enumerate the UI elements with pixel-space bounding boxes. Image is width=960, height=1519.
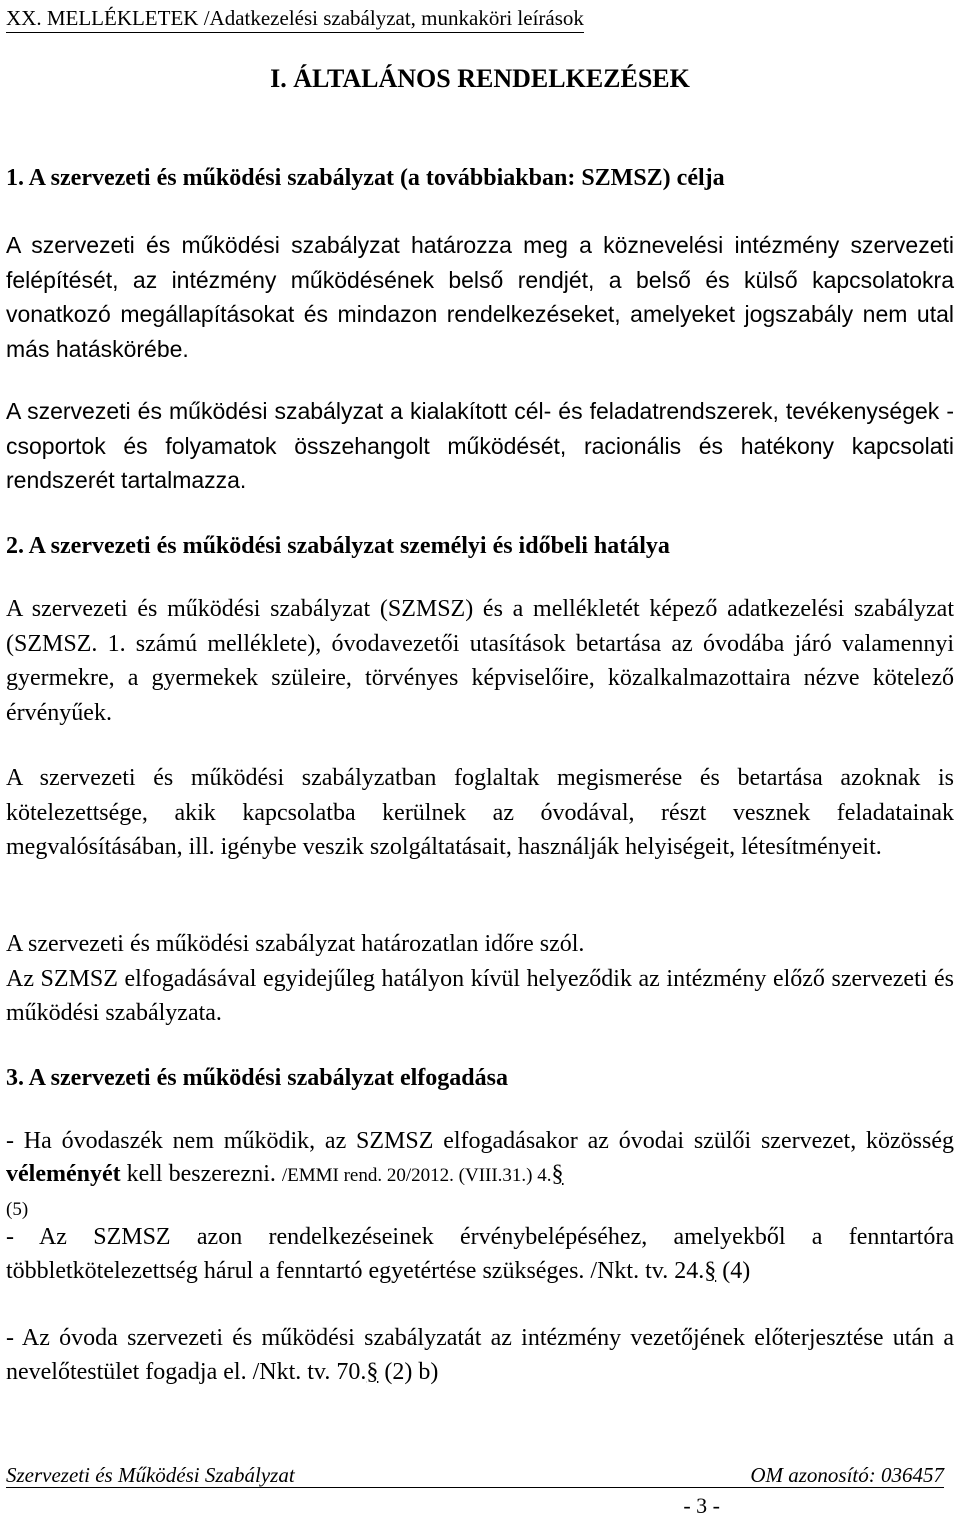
section-3-item-3 [6, 1321, 954, 1389]
section-1-paragraph-1: A szervezeti és működési szabályzat határozza meg a köznevelési intézmény szervezeti felépítését, az intézmény működésének belső rendjét, a belső és külső kapcsolatokra vonatkozó megállapításokat és mindazon rendelkezéseket, amelyeket jogszabály nem utal más hatáskörébe. [6, 232, 954, 362]
section-3-item-2 [6, 1220, 954, 1288]
section-2-paragraph-1: A szervezeti és működési szabályzat (SZMSZ) és a mellékletét képező adatkezelési szabályzat (SZMSZ. 1. számú melléklete), óvodavezetői utasítások betartása az óvodába járó valamennyi gyermekre, a gyermekek szüleire, törvényes képviselőire, közalkalmazottaira nézve kötelező érvényűek. [6, 596, 954, 726]
section-3-item-3-paragraph-sign: § [366, 1359, 379, 1385]
section-3-item-1-reference: /EMMI rend. 20/2012. (VIII.31.) 4. [281, 1165, 552, 1186]
footer-om-id: OM azonosító: 036457 [750, 1463, 944, 1487]
page-header: XX. MELLÉKLETEK /Adatkezelési szabályzat, munkaköri leírások [6, 6, 584, 33]
section-2-paragraph-3-line-1: A szervezeti és működési szabályzat határozatlan időre szól. [6, 931, 585, 957]
page-number: - 3 - [683, 1493, 720, 1518]
section-3-item-1-text: - Ha óvodaszék nem működik, az SZMSZ elfogadásakor az óvodai szülői szervezet, közösség [6, 1128, 954, 1154]
section-3-item-2-paragraph-sign: § [704, 1258, 717, 1284]
section-2-heading: 2. A szervezeti és működési szabályzat személyi és időbeli hatálya [6, 533, 670, 559]
section-3-item-2-reference: (4) [716, 1258, 751, 1284]
section-2-paragraph-3 [6, 927, 954, 1031]
section-3-item-1-text-b: kell beszerezni. [120, 1161, 282, 1187]
document-page [6, 0, 954, 1519]
section-3-item-1-reference-2: (5) [6, 1199, 29, 1220]
section-3-item-1-bold: véleményét [6, 1161, 121, 1187]
section-3-item-1 [6, 1125, 954, 1226]
footer-document-name: Szervezeti és Működési Szabályzat [6, 1463, 295, 1487]
section-3-item-3-text: - Az óvoda szervezeti és működési szabályzatát az intézmény vezetőjének előterjesztése után a nevelőtestület fogadja el. /Nkt. tv. 70. [6, 1325, 954, 1385]
section-1-heading: 1. A szervezeti és működési szabályzat (a továbbiakban: SZMSZ) célja [6, 165, 725, 191]
section-2-paragraph-2: A szervezeti és működési szabályzatban foglaltak megismerése és betartása azoknak is kötelezettsége, akik kapcsolatba kerülnek az óvodával, részt vesznek feladatainak megvalósításában, ill. igénybe veszik szolgáltatásait, használják helyiségeit, létesítményeit. [6, 765, 954, 860]
section-2-paragraph-3-line-2: Az SZMSZ elfogadásával egyidejűleg hatályon kívül helyeződik az intézmény előző szervezeti és működési szabályzata. [6, 965, 954, 1026]
section-3-item-3-reference: (2) b) [378, 1359, 439, 1385]
footer-divider [6, 1487, 944, 1488]
section-1-paragraph-2: A szervezeti és működési szabályzat a kialakított cél- és feladatrendszerek, tevékenységek - csoportok és folyamatok összehangolt működését, racionális és hatékony kapcsolati rendszerét tartalmazza. [6, 398, 954, 493]
section-3-item-1-paragraph-sign: § [551, 1161, 564, 1187]
section-3-item-2-text: - Az SZMSZ azon rendelkezéseinek érvénybelépéséhez, amelyekből a fenntartóra többletkötelezettség hárul a fenntartó egyetértése szükséges. /Nkt. tv. 24. [6, 1224, 954, 1284]
section-3-heading: 3. A szervezeti és működési szabályzat elfogadása [6, 1065, 508, 1091]
chapter-title: I. ÁLTALÁNOS RENDELKEZÉSEK [270, 64, 690, 93]
